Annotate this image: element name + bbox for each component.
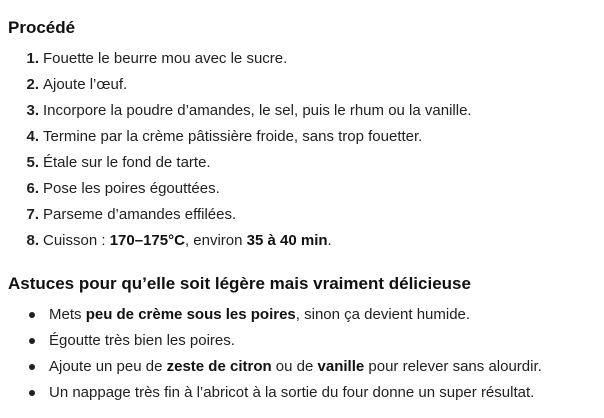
tip-text xyxy=(49,354,542,380)
step-number: 5. xyxy=(26,154,39,171)
bullet-icon xyxy=(29,338,35,344)
step-number: 4. xyxy=(26,128,39,145)
tip-text-part: pour relever sans alourdir. xyxy=(364,358,542,375)
tip-text xyxy=(49,302,470,328)
tip-text: Un nappage très fin à l’abricot à la sortie du four donne un super résultat. xyxy=(49,384,535,401)
step-number: 6. xyxy=(26,180,39,197)
step-item xyxy=(8,124,472,150)
step-number: 3. xyxy=(26,102,39,119)
step-text: Parseme d’amandes effilées. xyxy=(43,206,237,223)
bullet-icon xyxy=(29,364,35,370)
bullet-icon xyxy=(29,390,35,396)
step-text: Termine par la crème pâtissière froide, sans trop fouetter. xyxy=(43,128,423,145)
section-title-procede: Procédé xyxy=(8,18,76,37)
tip-text-part: Ajoute un peu de xyxy=(49,358,167,375)
tip-text-part: , sinon ça devient humide. xyxy=(295,306,471,323)
tip-text: Égoutte très bien les poires. xyxy=(49,332,235,349)
step-text-part: Cuisson : xyxy=(43,232,110,249)
step-item xyxy=(8,72,472,98)
tip-item xyxy=(8,354,542,380)
tip-text-bold: zeste de citron xyxy=(166,358,272,375)
tip-text-part: ou de xyxy=(271,358,318,375)
step-item xyxy=(8,98,472,124)
step-text: Incorpore la poudre d’amandes, le sel, puis le rhum ou la vanille. xyxy=(43,102,472,119)
step-text xyxy=(43,228,332,254)
step-number: 8. xyxy=(26,232,39,249)
step-text-part: . xyxy=(327,232,332,249)
step-text: Ajoute l’œuf. xyxy=(43,76,128,93)
step-text: Étale sur le fond de tarte. xyxy=(43,154,211,171)
step-text: Fouette le beurre mou avec le sucre. xyxy=(43,50,288,67)
step-item xyxy=(8,150,472,176)
step-item xyxy=(8,202,472,228)
tip-item xyxy=(8,328,542,354)
steps-list xyxy=(8,46,472,254)
tip-text-bold: peu de crème sous les poires xyxy=(85,306,296,323)
step-number: 7. xyxy=(26,206,39,223)
step-text: Pose les poires égouttées. xyxy=(43,180,220,197)
tip-item xyxy=(8,302,542,328)
tip-item xyxy=(8,380,542,406)
tips-list xyxy=(8,302,542,406)
tip-text-part: Mets xyxy=(49,306,86,323)
bullet-icon xyxy=(29,312,35,318)
step-number: 1. xyxy=(26,50,39,67)
section-title-astuces: Astuces pour qu’elle soit légère mais vraiment délicieuse xyxy=(8,274,471,293)
step-text-bold: 35 à 40 min xyxy=(246,232,328,249)
step-number: 2. xyxy=(26,76,39,93)
step-item xyxy=(8,46,472,72)
step-item xyxy=(8,176,472,202)
step-text-part: , environ xyxy=(184,232,247,249)
step-text-bold: 170–175°C xyxy=(109,232,185,249)
tip-text-bold: vanille xyxy=(317,358,365,375)
step-item xyxy=(8,228,472,254)
